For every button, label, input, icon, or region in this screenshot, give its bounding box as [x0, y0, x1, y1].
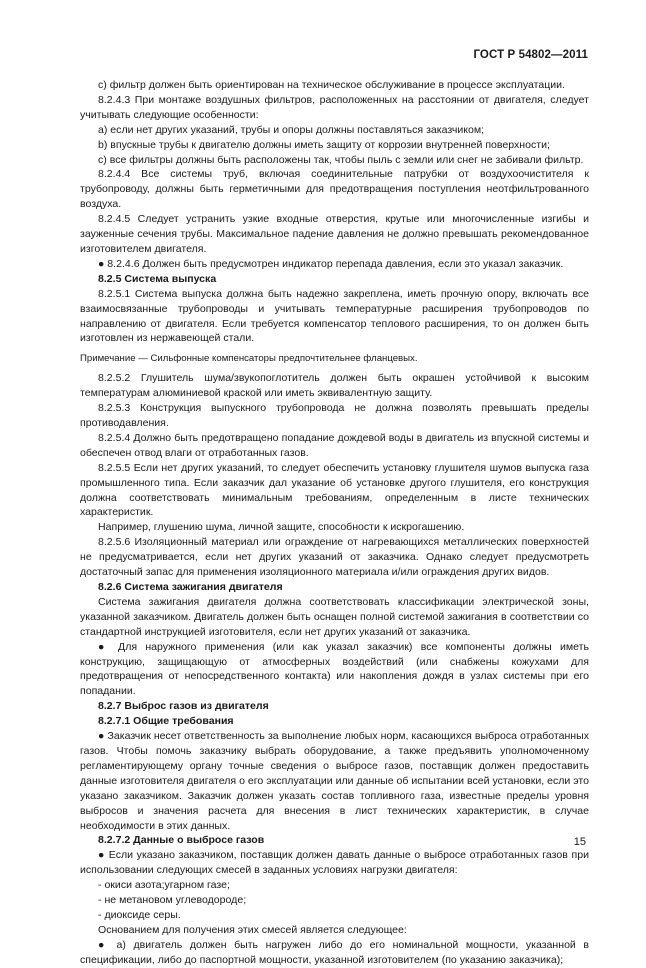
paragraph: 8.2.5.6 Изоляционный материал или ограждение от нагревающихся металлических поверхностей не предусматривается, если нет других указаний от заказчика. Однако следует предусмотреть достаточный запас для применения изоляционного материала и/или ограждения других видов. [80, 536, 589, 579]
list-item: - окиси азота;угарном газе; [98, 879, 230, 892]
paragraph: Основанием для получения этих смесей является следующее: [98, 923, 407, 936]
list-item: c) все фильтры должны быть расположены так, чтобы пыль с земли или снег не забивали фильтр. [98, 153, 584, 166]
list-item: ● a) двигатель должен быть нагружен либо до его номинальной мощности, указанной в спецификации, либо до паспортной мощности, указанной изготовителем (по указанию заказчика); [80, 938, 589, 966]
section-heading: 8.2.6 Система зажигания двигателя [98, 581, 283, 593]
paragraph: c) фильтр должен быть ориентирован на техническое обслуживание в процессе эксплуатации. [98, 79, 565, 91]
list-item: - не метановом углеводороде; [98, 894, 247, 907]
paragraph: ● Заказчик несет ответственность за выполнение любых норм, касающихся выброса отработанных газов. Чтобы помочь заказчику выбрать оборудование, а также предъявить уполномоченному регламентирующему органу точные сведения о выбросе газов, поставщик должен предоставить данные изготовителя двигателя о его эксплуатации или данные об испытании всей установки, если это указано заказчиком. Заказчик должен указать состав топливного газа, известные пределы уровня выбросов и значения расчета для внесения в лист технических характеристик, в случае необходимости в этих данных. [80, 730, 589, 832]
list-item: - диоксиде серы. [98, 908, 181, 921]
paragraph: 8.2.4.3 При монтаже воздушных фильтров, расположенных на расстоянии от двигателя, следует учитывать следующие особенности: [80, 93, 589, 121]
paragraph: 8.2.5.2 Глушитель шума/звукопоглотитель должен быть окрашен устойчивой к высоким температурам алюминиевой краской или иметь эквивалентную защиту. [80, 372, 589, 400]
list-item: b) впускные трубы к двигателю должны иметь защиту от коррозии внутренней поверхности; [98, 138, 550, 151]
subsection-heading: 8.2.7.1 Общие требования [98, 715, 234, 728]
paragraph: Например, глушению шума, личной защите, способности к искрогашению. [98, 521, 465, 534]
page-number: 15 [573, 836, 586, 848]
paragraph: Система зажигания двигателя должна соответствовать классификации электрической зоны, указанной заказчиком. Двигатель должен быть оснащен полной системой зажигания в соответствии со стандартной инструкцией изготовителя, если нет других указаний от заказчика. [80, 595, 589, 638]
paragraph: 8.2.5.4 Должно быть предотвращено попадание дождевой воды в двигатель из впускной системы и обеспечен отвод влаги от отработанных газов. [80, 431, 589, 459]
paragraph: ● Для наружного применения (или как указал заказчик) все компоненты должны иметь конструкцию, защищающую от атмосферных воздействий (или снабжены кожухами для предотвращения от непосредственного контакта) или накопления дождя в узлах системы при его попадании. [80, 640, 589, 698]
paragraph: 8.2.5.5 Если нет других указаний, то следует обеспечить установку глушителя шумов выпуска газа промышленного типа. Если заказчик дал указание об установке другого глушителя, его конструкция должна соответствовать минимальным требованиям, определенным в листе технических характеристик. [80, 461, 589, 519]
paragraph: 8.2.5.1 Система выпуска должна быть надежно закреплена, иметь прочную опору, включать все взаимосвязанные трубопроводы и учитывать температурные расширения трубопроводов по направлению от двигателя. Если требуется компенсатор теплового расширения, то он должен быть изготовлен из нержавеющей стали. [80, 287, 589, 345]
paragraph: ● Если указано заказчиком, поставщик должен давать данные о выбросе отработанных газов при использовании следующих смесей в заданных условиях нагрузки двигателя: [80, 849, 589, 877]
subsection-heading: 8.2.7.2 Данные о выбросе газов [98, 834, 265, 847]
list-item: a) если нет других указаний, трубы и опоры должны поставляться заказчиком; [98, 123, 485, 136]
paragraph: ● 8.2.4.6 Должен быть предусмотрен индикатор перепада давления, если это указал заказчик. [98, 257, 564, 270]
page-content [80, 78, 589, 968]
note: Примечание — Сильфонные компенсаторы предпочтительнее фланцевых. [80, 353, 418, 365]
paragraph: 8.2.4.5 Следует устранить узкие входные отверстия, крутые или многочисленные изгибы и зауженные сечения трубы. Максимальное падение давления не должно превышать рекомендованное изготовителем двигателя. [80, 213, 589, 255]
paragraph: 8.2.4.4 Все системы труб, включая соединительные патрубки от воздухоочистителя к трубопроводу, должны быть герметичными для предотвращения поступления неотфильтрованного воздуха. [80, 168, 589, 211]
section-heading: 8.2.7 Выброс газов из двигателя [98, 700, 269, 713]
document-header: ГОСТ Р 54802—2011 [473, 49, 588, 61]
section-heading: 8.2.5 Система выпуска [98, 272, 217, 285]
paragraph: 8.2.5.3 Конструкция выпускного трубопровода не должна позволять превышать пределы противодавления. [80, 402, 589, 430]
